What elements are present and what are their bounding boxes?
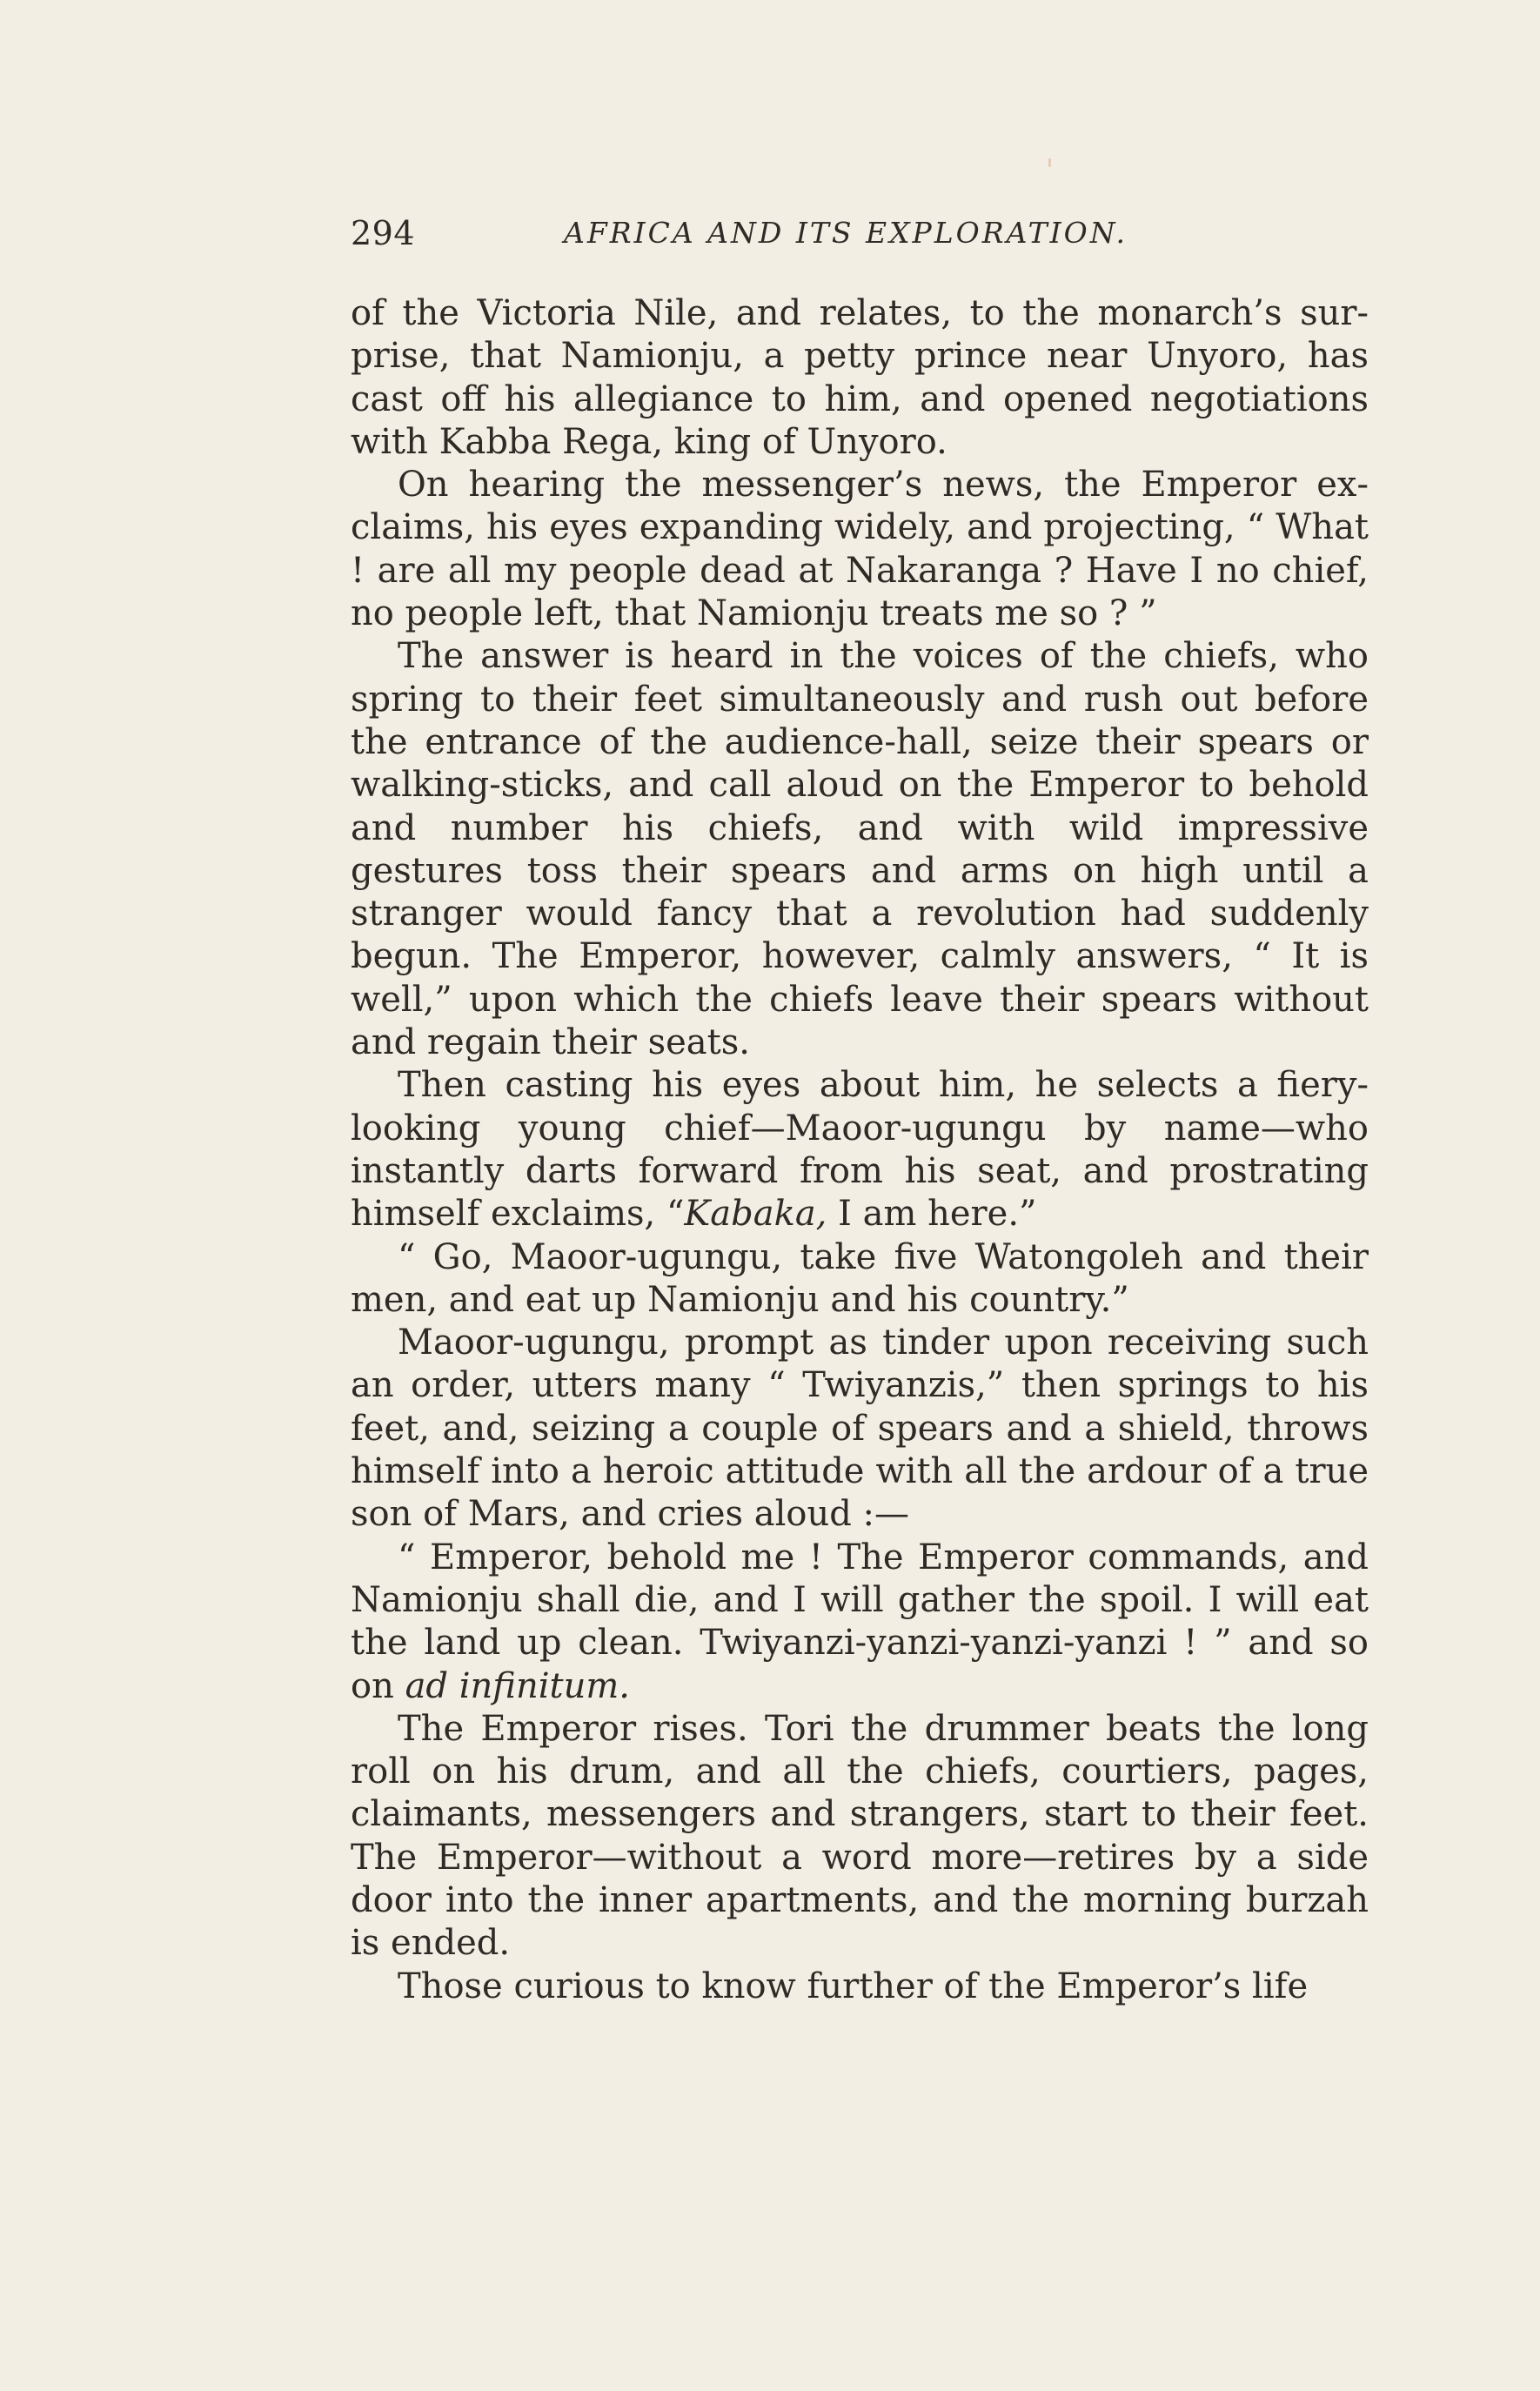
stray-ink-mark xyxy=(1048,158,1051,167)
page-header xyxy=(351,214,1369,266)
paragraph-text: I am here.” xyxy=(827,1194,1037,1235)
running-title: AFRICA AND ITS EXPLORATION. xyxy=(564,216,1128,250)
paragraph: of the Victoria Nile, and relates, to the monarch’s surprise, that Namionju, a petty prince near Unyoro, has cast off his allegiance to him, and opened negotiations with Kabba Rega, king of Unyoro. xyxy=(351,293,1369,462)
body-text xyxy=(351,292,1369,2008)
paragraph xyxy=(351,1064,1369,1236)
paragraph: The answer is heard in the voices of the chiefs, who spring to their feet simultaneously and rush out before the entrance of the audience-hall, seize their spears or walking-sticks, and call aloud on the Emperor to behold and number his chiefs, and with wild impressive gestures toss their spears and arms on high until a stranger would fancy that a revolution had suddenly begun. The Emperor, however, calmly answers, “ It is well,” upon which the chiefs leave their spears without and regain their seats. xyxy=(351,636,1369,1063)
paragraph: “ Go, Maoor-ugungu, take five Watongoleh and their men, and eat up Namionju and his country.” xyxy=(351,1236,1369,1320)
paragraph: Maoor-ugungu, prompt as tinder upon receiving such an order, utters many “ Twiyanzis,” then springs to his feet, and, seizing a couple of spears and a shield, throws himself into a heroic attitude with all the ardour of a true son of Mars, and cries aloud :— xyxy=(351,1323,1369,1535)
paragraph xyxy=(351,1537,1369,1708)
page-number: 294 xyxy=(351,214,416,252)
paragraph-text: Then casting his eyes about him, he selects a fiery-looking young chief—Maoor-ugungu by name—who instantly darts forward from his seat, and prostrating himself exclaims, “ xyxy=(351,1065,1369,1235)
paragraph-text: “ Emperor, behold me ! The Emperor commands, and Namionju shall die, and I will gather the spoil. I will eat the land up clean. Twiyanzi-yanzi-yanzi-yanzi ! ” and so on xyxy=(351,1537,1369,1706)
paragraph: The Emperor rises. Tori the drummer beats the long roll on his drum, and all the chiefs, courtiers, pages, claimants, messengers and strangers, start to their feet. The Emperor—without a word more—retires by a side door into the inner apartments, and the morning burzah is ended. xyxy=(351,1708,1369,1964)
paragraph: On hearing the messenger’s news, the Emperor exclaims, his eyes expanding widely, and projecting, “ What ! are all my people dead at Nakaranga ? Have I no chief, no people left, that Namionju treats me so ? ” xyxy=(351,465,1369,634)
italic-word: ad infinitum. xyxy=(405,1665,630,1706)
italic-word: Kabaka, xyxy=(684,1194,827,1235)
paragraph: Those curious to know further of the Emperor’s life xyxy=(398,1966,1309,2006)
